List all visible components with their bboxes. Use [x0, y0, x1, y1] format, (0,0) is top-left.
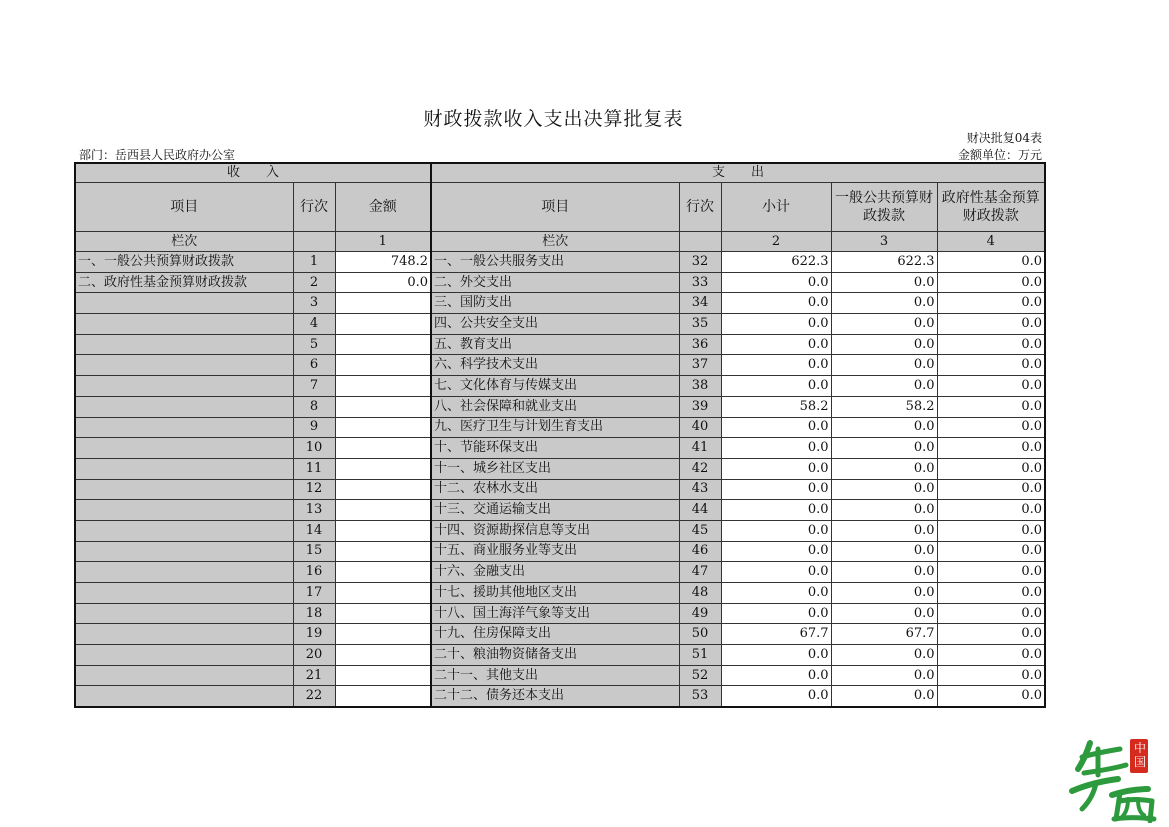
column-index-row [75, 232, 1045, 252]
subtotal-cell: 0.0 [721, 417, 831, 438]
income-rowno-cell: 1 [293, 252, 335, 273]
table-row [75, 603, 1045, 624]
subtotal-cell: 0.0 [721, 479, 831, 500]
income-item-cell [75, 479, 293, 500]
expense-group-header: 支 出 [431, 163, 1045, 183]
expense-rowno-cell: 48 [679, 583, 721, 604]
expense-item-cell: 八、社会保障和就业支出 [431, 396, 679, 417]
table-row [75, 252, 1045, 273]
income-amount-cell [335, 665, 431, 686]
expense-rowno-cell: 53 [679, 686, 721, 707]
income-amount-cell [335, 479, 431, 500]
expense-item-cell: 十一、城乡社区支出 [431, 458, 679, 479]
table-body [75, 163, 1045, 707]
expense-item-cell: 五、教育支出 [431, 334, 679, 355]
expense-item-cell: 二、外交支出 [431, 272, 679, 293]
income-rowno-cell: 8 [293, 396, 335, 417]
income-amount-cell [335, 541, 431, 562]
general-budget-cell: 0.0 [831, 479, 937, 500]
gov-fund-cell: 0.0 [937, 252, 1045, 273]
col-number-4: 4 [937, 232, 1045, 252]
gov-fund-cell: 0.0 [937, 458, 1045, 479]
form-code: 财决批复04表 [966, 131, 1042, 145]
subtotal-cell: 0.0 [721, 293, 831, 314]
table-row [75, 665, 1045, 686]
income-amount-cell [335, 396, 431, 417]
expense-item-cell: 二十、粮油物资储备支出 [431, 645, 679, 666]
income-amount-cell [335, 417, 431, 438]
expense-item-cell: 七、文化体育与传媒支出 [431, 376, 679, 397]
subtotal-cell: 0.0 [721, 541, 831, 562]
expense-rowno-cell: 38 [679, 376, 721, 397]
expense-item-cell: 十三、交通运输支出 [431, 500, 679, 521]
expense-rowno-cell: 42 [679, 458, 721, 479]
expense-index-blank [679, 232, 721, 252]
expense-item-cell: 三、国防支出 [431, 293, 679, 314]
gov-fund-cell: 0.0 [937, 686, 1045, 707]
income-rowno-cell: 2 [293, 272, 335, 293]
gov-fund-cell: 0.0 [937, 645, 1045, 666]
subtotal-cell: 0.0 [721, 686, 831, 707]
table-row [75, 293, 1045, 314]
subtotal-cell: 0.0 [721, 376, 831, 397]
income-rowno-cell: 14 [293, 520, 335, 541]
income-rowno-cell: 21 [293, 665, 335, 686]
expense-rowno-header: 行次 [679, 183, 721, 232]
gov-fund-cell: 0.0 [937, 396, 1045, 417]
subtotal-cell: 0.0 [721, 334, 831, 355]
expense-rowno-cell: 46 [679, 541, 721, 562]
general-budget-cell: 0.0 [831, 417, 937, 438]
gov-fund-cell: 0.0 [937, 583, 1045, 604]
income-rowno-cell: 4 [293, 314, 335, 335]
expense-item-cell: 十二、农林水支出 [431, 479, 679, 500]
gov-fund-cell: 0.0 [937, 541, 1045, 562]
gov-fund-cell: 0.0 [937, 417, 1045, 438]
general-budget-cell: 0.0 [831, 272, 937, 293]
gov-fund-cell: 0.0 [937, 334, 1045, 355]
expense-rowno-cell: 35 [679, 314, 721, 335]
income-rowno-cell: 20 [293, 645, 335, 666]
income-item-cell [75, 396, 293, 417]
gov-fund-cell: 0.0 [937, 376, 1045, 397]
expense-item-cell: 十九、住房保障支出 [431, 624, 679, 645]
income-rowno-cell: 22 [293, 686, 335, 707]
table-row [75, 520, 1045, 541]
col-number-3: 3 [831, 232, 937, 252]
expense-item-cell: 二十二、债务还本支出 [431, 686, 679, 707]
general-budget-cell: 0.0 [831, 686, 937, 707]
expense-rowno-cell: 39 [679, 396, 721, 417]
general-budget-cell: 0.0 [831, 520, 937, 541]
income-amount-cell [335, 520, 431, 541]
income-amount-cell [335, 376, 431, 397]
subtotal-cell: 0.0 [721, 355, 831, 376]
table-row [75, 645, 1045, 666]
expense-item-cell: 十五、商业服务业等支出 [431, 541, 679, 562]
income-rowno-cell: 16 [293, 562, 335, 583]
gov-fund-cell: 0.0 [937, 272, 1045, 293]
income-amount-cell [335, 562, 431, 583]
expense-rowno-cell: 44 [679, 500, 721, 521]
table-row [75, 334, 1045, 355]
expense-rowno-cell: 45 [679, 520, 721, 541]
expense-item-cell: 四、公共安全支出 [431, 314, 679, 335]
general-budget-header: 一般公共预算财政拨款 [831, 183, 937, 232]
column-header-row [75, 183, 1045, 232]
expense-item-cell: 十八、国土海洋气象等支出 [431, 603, 679, 624]
income-amount-cell [335, 624, 431, 645]
subtotal-cell: 0.0 [721, 562, 831, 583]
income-rowno-cell: 5 [293, 334, 335, 355]
expense-item-header: 项目 [431, 183, 679, 232]
subtotal-cell: 0.0 [721, 583, 831, 604]
general-budget-cell: 0.0 [831, 645, 937, 666]
income-amount-cell [335, 293, 431, 314]
income-item-cell [75, 645, 293, 666]
income-item-cell [75, 500, 293, 521]
subtotal-cell: 0.0 [721, 314, 831, 335]
income-amount-cell [335, 583, 431, 604]
expense-item-cell: 六、科学技术支出 [431, 355, 679, 376]
income-rowno-cell: 15 [293, 541, 335, 562]
subtotal-cell: 0.0 [721, 272, 831, 293]
expense-rowno-cell: 33 [679, 272, 721, 293]
subtotal-cell: 0.0 [721, 438, 831, 459]
income-rowno-cell: 10 [293, 438, 335, 459]
general-budget-cell: 67.7 [831, 624, 937, 645]
general-budget-cell: 0.0 [831, 438, 937, 459]
income-amount-cell [335, 314, 431, 335]
income-item-cell [75, 376, 293, 397]
income-amount-header: 金额 [335, 183, 431, 232]
subtotal-cell: 0.0 [721, 520, 831, 541]
table-row [75, 562, 1045, 583]
gov-fund-header: 政府性基金预算财政拨款 [937, 183, 1045, 232]
expense-rowno-cell: 34 [679, 293, 721, 314]
expense-item-cell: 一、一般公共服务支出 [431, 252, 679, 273]
gov-fund-cell: 0.0 [937, 520, 1045, 541]
income-amount-cell [335, 686, 431, 707]
income-item-cell [75, 293, 293, 314]
expense-rowno-cell: 47 [679, 562, 721, 583]
expense-item-cell: 二十一、其他支出 [431, 665, 679, 686]
expense-rowno-cell: 43 [679, 479, 721, 500]
expense-item-cell: 十、节能环保支出 [431, 438, 679, 459]
income-item-cell [75, 355, 293, 376]
gov-fund-cell: 0.0 [937, 624, 1045, 645]
subtotal-cell: 0.0 [721, 500, 831, 521]
income-item-cell [75, 458, 293, 479]
expense-index-label: 栏次 [431, 232, 679, 252]
income-index-label: 栏次 [75, 232, 293, 252]
table-row [75, 355, 1045, 376]
general-budget-cell: 0.0 [831, 583, 937, 604]
expense-item-cell: 十六、金融支出 [431, 562, 679, 583]
income-item-cell [75, 417, 293, 438]
general-budget-cell: 0.0 [831, 314, 937, 335]
general-budget-cell: 0.0 [831, 500, 937, 521]
department-label: 部门：岳西县人民政府办公室 [79, 148, 236, 162]
income-group-header: 收 入 [75, 163, 431, 183]
expense-rowno-cell: 40 [679, 417, 721, 438]
income-item-cell: 一、一般公共预算财政拨款 [75, 252, 293, 273]
income-item-cell [75, 686, 293, 707]
subtotal-cell: 622.3 [721, 252, 831, 273]
expense-rowno-cell: 50 [679, 624, 721, 645]
general-budget-cell: 58.2 [831, 396, 937, 417]
general-budget-cell: 0.0 [831, 293, 937, 314]
table-row [75, 624, 1045, 645]
expense-rowno-cell: 52 [679, 665, 721, 686]
expense-rowno-cell: 32 [679, 252, 721, 273]
income-amount-cell [335, 438, 431, 459]
expense-rowno-cell: 41 [679, 438, 721, 459]
subtotal-cell: 0.0 [721, 603, 831, 624]
table-row [75, 314, 1045, 335]
income-rowno-cell: 3 [293, 293, 335, 314]
expense-rowno-cell: 37 [679, 355, 721, 376]
income-item-cell [75, 665, 293, 686]
expense-item-cell: 九、医疗卫生与计划生育支出 [431, 417, 679, 438]
income-rowno-cell: 12 [293, 479, 335, 500]
income-rowno-cell: 13 [293, 500, 335, 521]
general-budget-cell: 0.0 [831, 665, 937, 686]
col-number-2: 2 [721, 232, 831, 252]
expense-item-cell: 十四、资源勘探信息等支出 [431, 520, 679, 541]
general-budget-cell: 0.0 [831, 603, 937, 624]
expense-item-cell: 十七、援助其他地区支出 [431, 583, 679, 604]
income-item-cell [75, 603, 293, 624]
subtotal-cell: 0.0 [721, 645, 831, 666]
table-row [75, 376, 1045, 397]
income-item-cell [75, 583, 293, 604]
income-amount-cell [335, 334, 431, 355]
general-budget-cell: 0.0 [831, 541, 937, 562]
gov-fund-cell: 0.0 [937, 355, 1045, 376]
general-budget-cell: 622.3 [831, 252, 937, 273]
subtotal-header: 小计 [721, 183, 831, 232]
table-row [75, 686, 1045, 707]
income-item-cell [75, 438, 293, 459]
table-row [75, 583, 1045, 604]
income-rowno-cell: 11 [293, 458, 335, 479]
income-amount-cell [335, 645, 431, 666]
expense-rowno-cell: 36 [679, 334, 721, 355]
table-row [75, 541, 1045, 562]
table-row [75, 417, 1045, 438]
income-rowno-header: 行次 [293, 183, 335, 232]
yuexi-logo-icon [1068, 735, 1164, 823]
col-number-1: 1 [335, 232, 431, 252]
income-item-cell [75, 314, 293, 335]
page-title: 财政拨款收入支出决算批复表 [423, 108, 684, 130]
gov-fund-cell: 0.0 [937, 314, 1045, 335]
seal-text: 中国 [1133, 741, 1146, 769]
income-item-cell [75, 541, 293, 562]
gov-fund-cell: 0.0 [937, 438, 1045, 459]
table-row [75, 479, 1045, 500]
subtotal-cell: 58.2 [721, 396, 831, 417]
income-item-cell: 二、政府性基金预算财政拨款 [75, 272, 293, 293]
appropriation-table [74, 162, 1046, 708]
income-amount-cell: 748.2 [335, 252, 431, 273]
income-amount-cell [335, 355, 431, 376]
table-row [75, 500, 1045, 521]
income-amount-cell [335, 458, 431, 479]
table-row [75, 396, 1045, 417]
general-budget-cell: 0.0 [831, 376, 937, 397]
gov-fund-cell: 0.0 [937, 665, 1045, 686]
gov-fund-cell: 0.0 [937, 562, 1045, 583]
income-index-blank [293, 232, 335, 252]
income-item-cell [75, 520, 293, 541]
income-item-cell [75, 334, 293, 355]
gov-fund-cell: 0.0 [937, 479, 1045, 500]
income-rowno-cell: 9 [293, 417, 335, 438]
general-budget-cell: 0.0 [831, 355, 937, 376]
income-rowno-cell: 7 [293, 376, 335, 397]
income-rowno-cell: 17 [293, 583, 335, 604]
expense-rowno-cell: 51 [679, 645, 721, 666]
table-row [75, 438, 1045, 459]
income-item-cell [75, 562, 293, 583]
general-budget-cell: 0.0 [831, 562, 937, 583]
income-item-cell [75, 624, 293, 645]
income-item-header: 项目 [75, 183, 293, 232]
income-rowno-cell: 6 [293, 355, 335, 376]
table-row [75, 458, 1045, 479]
general-budget-cell: 0.0 [831, 458, 937, 479]
income-amount-cell: 0.0 [335, 272, 431, 293]
unit-label: 金额单位：万元 [957, 148, 1042, 162]
table-row [75, 272, 1045, 293]
group-header-row [75, 163, 1045, 183]
gov-fund-cell: 0.0 [937, 603, 1045, 624]
income-amount-cell [335, 500, 431, 521]
gov-fund-cell: 0.0 [937, 500, 1045, 521]
income-rowno-cell: 19 [293, 624, 335, 645]
general-budget-cell: 0.0 [831, 334, 937, 355]
income-amount-cell [335, 603, 431, 624]
gov-fund-cell: 0.0 [937, 293, 1045, 314]
subtotal-cell: 0.0 [721, 665, 831, 686]
subtotal-cell: 67.7 [721, 624, 831, 645]
expense-rowno-cell: 49 [679, 603, 721, 624]
subtotal-cell: 0.0 [721, 458, 831, 479]
income-rowno-cell: 18 [293, 603, 335, 624]
